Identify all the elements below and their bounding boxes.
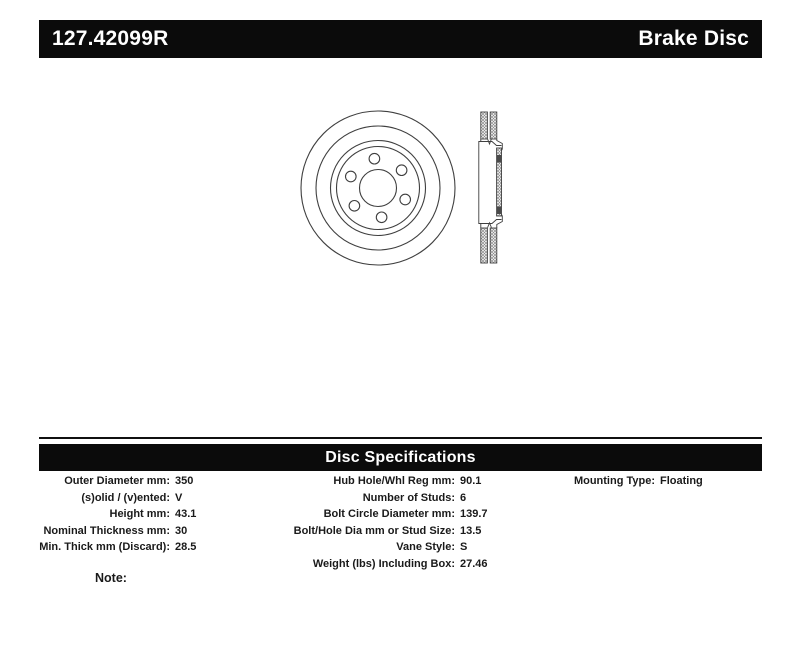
center-bore-circle [360,170,397,207]
spec-value: 30 [175,524,188,537]
header-bar [39,20,762,58]
spec-row [280,490,488,507]
spec-row [280,523,488,540]
hat-step-bottom [479,220,502,224]
spec-value: 350 [175,475,194,487]
section-plate [481,228,488,263]
stud-hole [396,165,407,176]
part-number: 127.42099R [52,27,169,50]
spec-value: 90.1 [460,475,482,487]
spec-row [280,506,488,523]
spec-row [280,473,488,490]
brake-disc-diagram [280,95,515,280]
spec-value: 6 [460,491,467,504]
spec-row [30,490,196,507]
spec-row [30,506,196,523]
spec-label: Height mm: [109,508,170,520]
friction-surface-circle [316,126,440,250]
stud-hole [369,153,380,164]
disc-cross-section-view [479,112,503,263]
spec-row [30,539,196,556]
flange-stud-hole-section [497,155,502,163]
spec-label: Hub Hole/Whl Reg mm: [333,475,455,487]
section-plate [490,112,497,139]
spec-column-left [30,473,196,556]
spec-label: Number of Studs: [362,491,455,504]
spec-row [280,556,488,573]
spec-column-middle [280,473,488,572]
spec-label: Outer Diameter mm: [64,475,170,487]
hat-step-bottom-outer [497,215,503,229]
spec-label: Mounting Type: [573,475,655,487]
stud-hole [376,212,387,223]
stud-hole [400,194,411,205]
spec-label: Bolt Circle Diameter mm: [323,508,455,520]
spec-divider-rule [39,437,762,439]
spec-row [540,473,703,490]
spec-column-right [540,473,703,490]
product-type: Brake Disc [638,27,749,50]
disc-front-view [301,111,455,265]
spec-value: 43.1 [175,508,197,520]
spec-row [30,473,196,490]
spec-value: 13.5 [460,524,482,537]
flange-stud-hole-section [497,207,502,215]
stud-hole [349,201,360,212]
spec-value: 139.7 [460,508,488,520]
spec-value: 27.46 [460,557,488,570]
spec-row [280,539,488,556]
spec-label: (s)olid / (v)ented: [81,491,170,504]
stud-hole [346,171,357,182]
spec-label: Nominal Thickness mm: [43,524,170,537]
outer-diameter-circle [301,111,455,265]
section-plate [490,228,497,263]
spec-label: Weight (lbs) Including Box: [312,557,455,570]
spec-label: Bolt/Hole Dia mm or Stud Size: [293,524,455,537]
hat-profile-left [479,139,481,228]
spec-value: Floating [660,475,703,487]
spec-label: Min. Thick mm (Discard): [39,541,170,553]
note-label: Note: [95,571,127,585]
spec-section-title: Disc Specifications [325,448,476,466]
spec-section-header [39,444,762,471]
hub-inner-circle [337,147,420,230]
spec-row [30,523,196,540]
technical-drawing [280,95,515,280]
spec-value: V [175,491,183,504]
section-plate [481,112,488,139]
spec-value: S [460,541,468,553]
spec-value: 28.5 [175,541,197,553]
spec-label: Vane Style: [396,541,455,553]
